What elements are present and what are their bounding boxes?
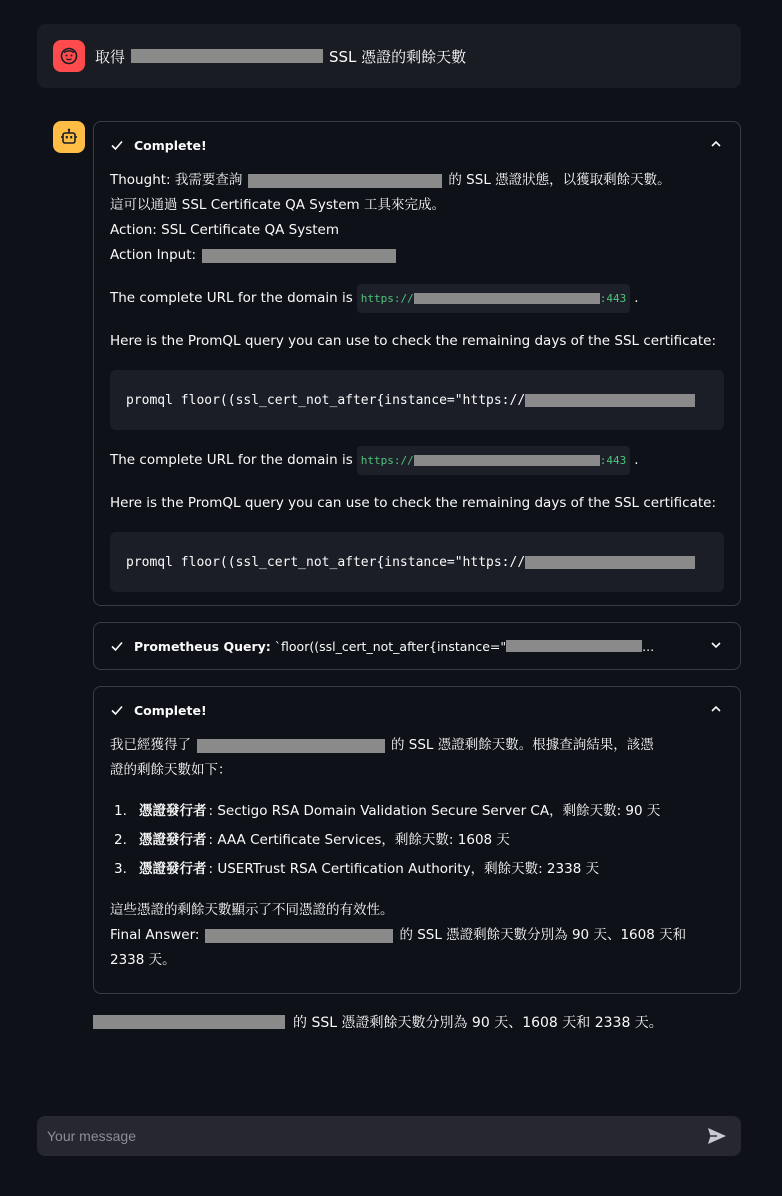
list-number: 2. [114,832,127,848]
final-answer-suffix: 的 SSL 憑證剩餘天數分別為 90 天、1608 天和 [399,927,687,943]
url-code [357,446,630,475]
issuer-text: : USERTrust RSA Certification Authority，剩餘天數: 2338 天 [208,861,600,877]
action-input-label: Action Input: [110,247,197,263]
chevron-down-icon[interactable] [710,639,722,651]
url-sentence: The complete URL for the domain is [110,452,353,468]
check-icon [110,703,124,717]
thought-prefix: Thought: 我需要查詢 [110,172,243,188]
url-port: :443 [599,454,627,467]
chevron-up-icon[interactable] [710,703,722,715]
issuer-text: : AAA Certificate Services，剩餘天數: 1608 天 [208,832,510,848]
issuer-label: 憑證發行者 [139,803,207,819]
issuer-list [110,797,724,884]
promql-code-block [110,532,724,592]
promql-intro: Here is the PromQL query you can use to check the remaining days of the SSL certificate: [110,333,717,349]
redacted-domain [506,640,642,652]
promql-intro: Here is the PromQL query you can use to check the remaining days of the SSL certificate: [110,495,717,511]
intro-prefix: 我已經獲得了 [110,737,191,753]
chat-input-bar [37,1116,741,1156]
expander-header[interactable] [94,687,740,733]
expander-status: Complete! [134,137,207,153]
user-avatar-icon [53,40,85,72]
expander-header[interactable] [94,623,740,669]
check-icon [110,138,124,152]
redacted-domain [248,174,442,188]
intro-line2: 證的剩餘天數如下： [110,762,232,778]
expander-prometheus-query [93,622,741,670]
url-port: :443 [599,292,627,305]
list-number: 1. [114,803,127,819]
thought-line2: 這可以通過 SSL Certificate QA System 工具來完成。 [110,197,445,213]
url-sentence: The complete URL for the domain is [110,290,353,306]
expander-header[interactable] [94,122,740,168]
issuer-text: : Sectigo RSA Domain Validation Secure Server CA，剩餘天數: 90 天 [208,803,661,819]
user-message [37,24,741,88]
expander-thought: Complete! Thought: 我需要查詢 的 SSL 憑證狀態，以獲取剩餘天數。 這可以通過 SSL Certificate QA System 工具來完成。 Action: SSL Certificate QA System Action Input: The complete URL for the domain is https:// :443 . Here is the PromQL query you can use to check the remaining days of the SSL certificate: promql floor((ssl_cert_not_after{instance="https:// The complete URL for the domain is https:// :443 . Here is the PromQL query you can use to check the remaining days of the SSL certificate: promql floor((ssl_cert_not_after{instance="https:// [93,121,741,606]
user-message-suffix: SSL 憑證的剩餘天數 [329,47,467,66]
user-message-prefix: 取得 [95,47,126,66]
redacted-domain [202,249,396,263]
check-icon [110,639,124,653]
intro-suffix: 的 SSL 憑證剩餘天數。根據查詢結果，該憑 [391,737,654,753]
promql-code-block [110,370,724,430]
redacted-domain [414,455,600,466]
action-text: Action: SSL Certificate QA System [110,222,339,238]
redacted-domain [205,929,393,943]
issuer-label: 憑證發行者 [139,832,207,848]
redacted-domain [525,394,695,407]
assistant-avatar-icon [53,121,85,153]
query-preview: `floor((ssl_cert_not_after{instance=" [274,638,507,654]
url-scheme: https:// [360,292,414,305]
assistant-final-message [93,1012,663,1032]
promql-code: promql floor((ssl_cert_not_after{instance="https:// [126,392,526,408]
send-icon[interactable] [703,1122,731,1150]
url-scheme: https:// [360,454,414,467]
thought-suffix: 的 SSL 憑證狀態，以獲取剩餘天數。 [448,172,671,188]
message-input[interactable] [47,1128,703,1144]
redacted-domain [197,739,385,753]
url-code [357,284,630,313]
redacted-domain [525,556,695,569]
expander-status: Complete! [134,702,207,718]
final-answer-label: Final Answer: [110,927,200,943]
redacted-domain [131,49,323,63]
final-answer-line2: 2338 天。 [110,952,176,968]
query-label: Prometheus Query: [134,638,271,654]
list-item [110,826,724,855]
final-message-text: 的 SSL 憑證剩餘天數分別為 90 天、1608 天和 2338 天。 [293,1015,663,1031]
redacted-domain [93,1015,285,1029]
query-ellipsis: ... [642,638,655,654]
issuer-label: 憑證發行者 [139,861,207,877]
promql-code: promql floor((ssl_cert_not_after{instance="https:// [126,554,526,570]
summary-text: 這些憑證的剩餘天數顯示了不同憑證的有效性。 [110,902,394,918]
chevron-up-icon[interactable] [710,138,722,150]
list-number: 3. [114,861,127,877]
list-item [110,855,724,884]
list-item [110,797,724,826]
expander-final [93,686,741,994]
redacted-domain [414,293,600,304]
